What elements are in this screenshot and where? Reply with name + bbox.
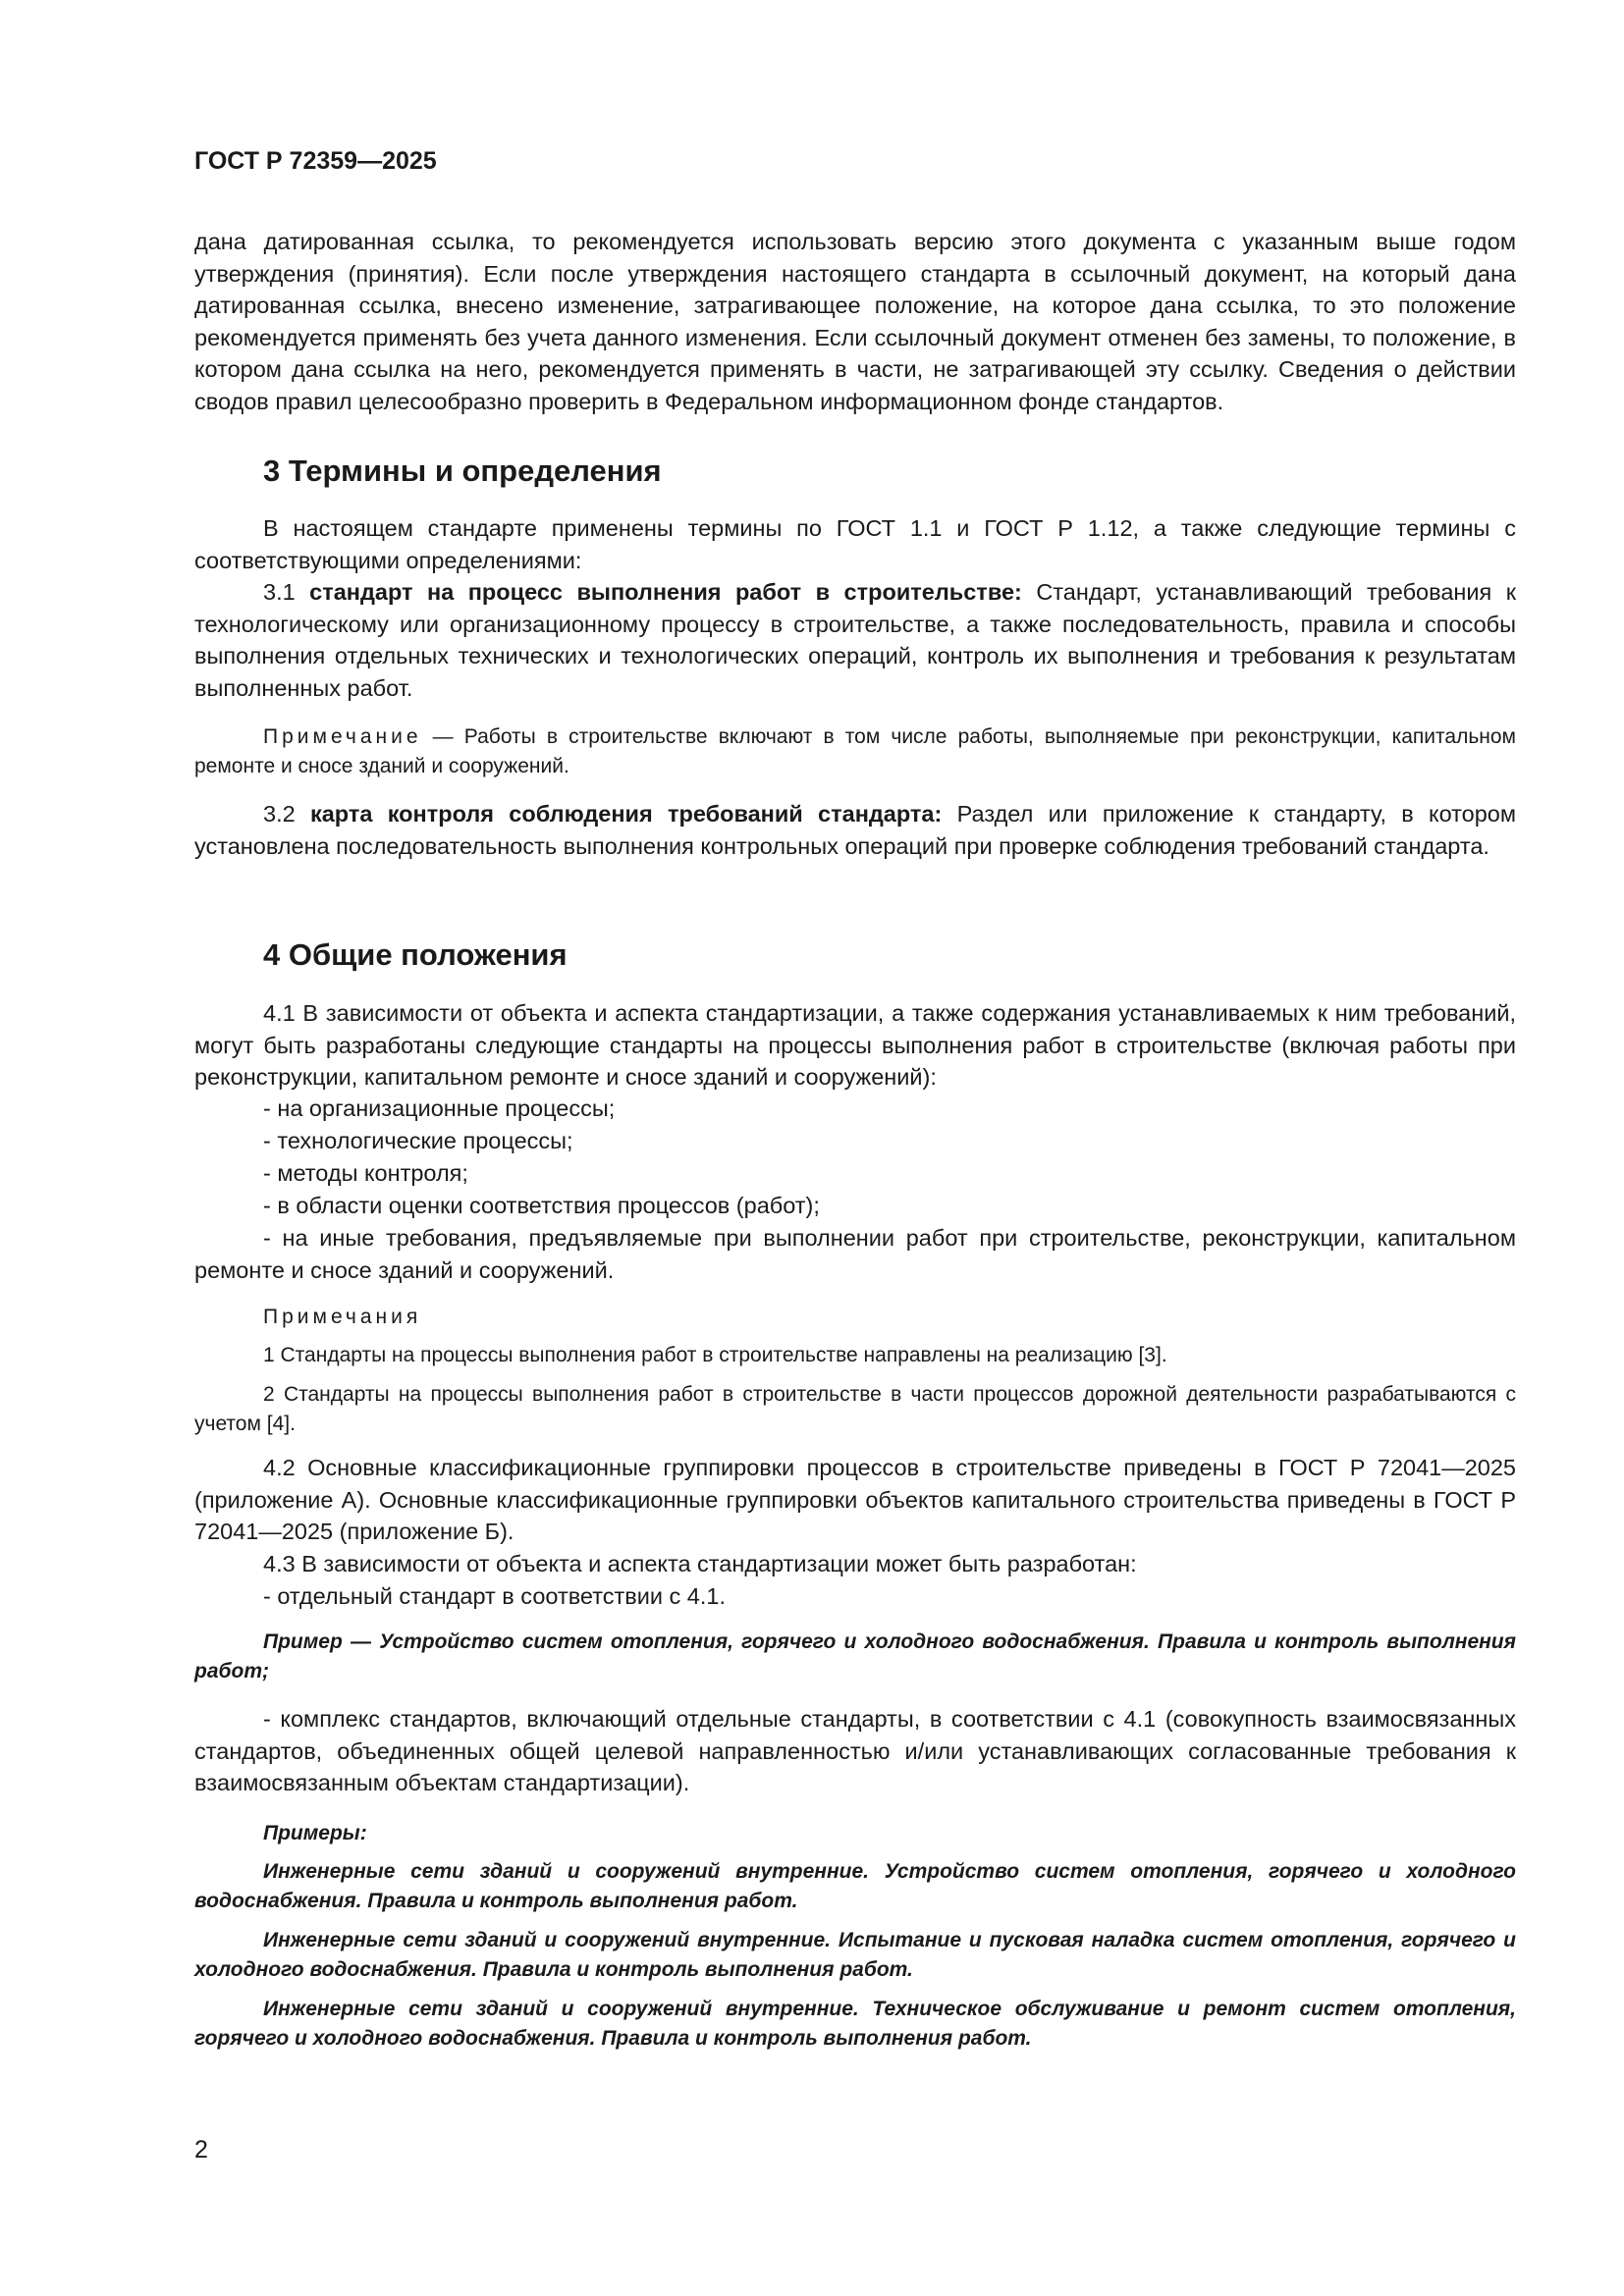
term-3-2-term: карта контроля соблюдения требований стандарта: <box>309 801 943 827</box>
notes-label: Примечания <box>263 1306 422 1328</box>
example-a: Инженерные сети зданий и сооружений внутренние. Устройство систем отопления, горячего и холодного водоснабжения. Правила и контроль выполнения работ. <box>194 1860 1516 1912</box>
examples-label: Примеры: <box>263 1822 367 1844</box>
page-number: 2 <box>194 2136 208 2163</box>
term-3-2-number: 3.2 <box>263 801 310 827</box>
section-3-title: 3 Термины и определения <box>263 454 662 488</box>
list-item: - методы контроля; <box>263 1160 468 1186</box>
list-item: - в области оценки соответствия процессов (работ); <box>263 1193 820 1218</box>
intro-paragraph: дана датированная ссылка, то рекомендуется использовать версию этого документа с указанным выше годом утверждения (принятия). Если после утверждения настоящего стандарта в ссылочный документ, на который дана датированная ссылка, внесено изменение, затрагивающее положение, на которое дана ссылка, то это положение рекомендуется применять без учета данного изменения. Если ссылочный документ отменен без замены, то положение, в котором дана ссылка на него, рекомендуется применять в части, не затрагивающей эту ссылку. Сведения о действии сводов правил целесообразно проверить в Федеральном информационном фонде стандартов. <box>194 229 1516 414</box>
paragraph-4-1: 4.1 В зависимости от объекта и аспекта стандартизации, а также содержания устанавливаемых к ним требований, могут быть разработаны следующие стандарты на процессы выполнения работ в строительстве (включая работы при реконструкции, капитальном ремонте и сносе зданий и сооружений): <box>194 1000 1516 1090</box>
term-3-1-term: стандарт на процесс выполнения работ в строительстве: <box>309 579 1022 605</box>
term-3-1-number: 3.1 <box>263 579 310 605</box>
example-c: Инженерные сети зданий и сооружений внутренние. Техническое обслуживание и ремонт систем отопления, горячего и холодного водоснабжения. Правила и контроль выполнения работ. <box>194 1998 1516 2050</box>
document-header: ГОСТ Р 72359—2025 <box>194 147 437 175</box>
list-item-last: - на иные требования, предъявляемые при выполнении работ при строительстве, реконструкции, капитальном ремонте и сносе зданий и сооружений. <box>194 1225 1516 1283</box>
paragraph-4-3-item: - отдельный стандарт в соответствии с 4.1. <box>263 1583 726 1609</box>
note-label: Примечание <box>263 725 422 748</box>
list-item: - технологические процессы; <box>263 1128 573 1153</box>
paragraph-4-3: 4.3 В зависимости от объекта и аспекта стандартизации может быть разработан: <box>263 1551 1137 1576</box>
list-item: - на организационные процессы; <box>263 1095 616 1121</box>
term-3-2-definition: Раздел или приложение к стандарту, в котором установлена последовательность выполнения контрольных операций при проверке соблюдения требований стандарта. <box>194 801 1517 859</box>
note-1: 1 Стандарты на процессы выполнения работ в строительстве направлены на реализацию [3]. <box>263 1344 1167 1366</box>
section-3-intro: В настоящем стандарте применены термины по ГОСТ 1.1 и ГОСТ Р 1.12, а также следующие термины с соответствующими определениями: <box>194 515 1516 573</box>
note-text: — Работы в строительстве включают в том числе работы, выполняемые при реконструкции, капитальном ремонте и сносе зданий и сооружений. <box>194 725 1516 777</box>
note-2: 2 Стандарты на процессы выполнения работ в строительстве в части процессов дорожной деятельности разрабатываются с учетом [4]. <box>194 1383 1516 1435</box>
term-3-2 <box>194 798 1516 862</box>
section-4-title: 4 Общие положения <box>263 937 568 972</box>
complex-standards-item: - комплекс стандартов, включающий отдельные стандарты, в соответствии с 4.1 (совокупность взаимосвязанных стандартов, объединенных общей целевой направленностью и/или устанавливающих согласованные требования к взаимосвязанным объектам стандартизации). <box>194 1706 1516 1795</box>
term-3-1-note <box>194 722 1516 781</box>
term-3-1-definition: Стандарт, устанавливающий требования к технологическому или организационному процессу в строительстве, а также последовательность, правила и способы выполнения отдельных технических и технологических операций, контроль их выполнения и требования к результатам выполненных работ. <box>194 579 1516 701</box>
term-3-1 <box>194 576 1516 704</box>
example-1: Пример — Устройство систем отопления, горячего и холодного водоснабжения. Правила и контроль выполнения работ; <box>194 1630 1516 1682</box>
example-b: Инженерные сети зданий и сооружений внутренние. Испытание и пусковая наладка систем отопления, горячего и холодного водоснабжения. Правила и контроль выполнения работ. <box>194 1929 1516 1981</box>
paragraph-4-2: 4.2 Основные классификационные группировки процессов в строительстве приведены в ГОСТ Р 72041—2025 (приложение А). Основные классификационные группировки объектов капитального строительства приведены в ГОСТ Р 72041—2025 (приложение Б). <box>194 1455 1516 1544</box>
